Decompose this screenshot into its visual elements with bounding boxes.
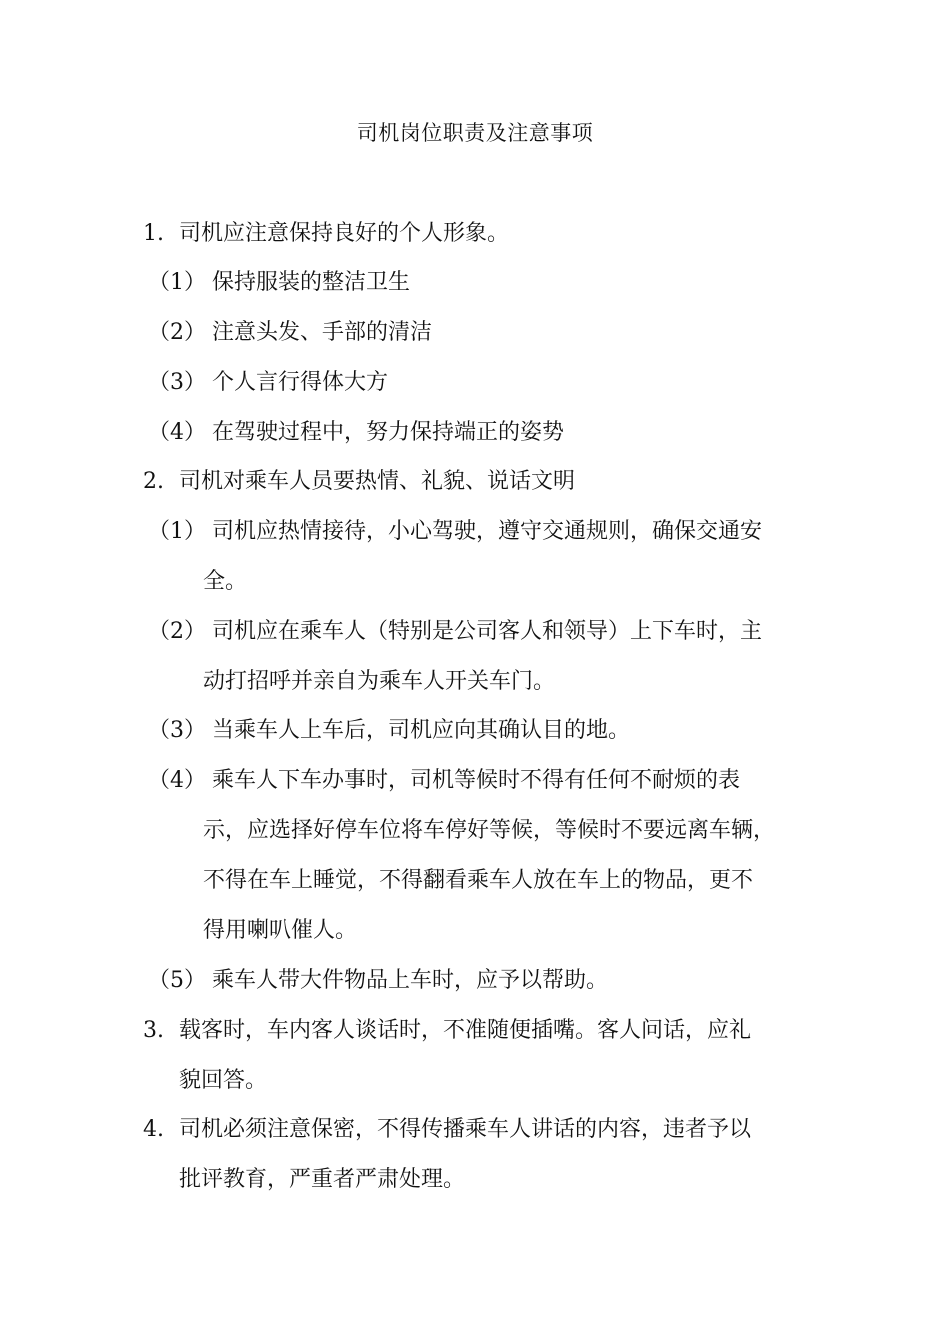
item-text: 当乘车人上车后，司机应向其确认目的地。 — [212, 718, 631, 743]
item-number: （2） — [148, 619, 206, 644]
item-text: 乘车人下车办事时，司机等候时不得有任何不耐烦的表 — [212, 768, 741, 793]
page-title: 司机岗位职责及注意事项 — [356, 121, 594, 145]
item-text-continuation: 得用喇叭催人。 — [203, 918, 358, 943]
item-number: （3） — [148, 718, 206, 743]
section-number: 4. — [143, 1117, 164, 1142]
section-text: 载客时，车内客人谈话时，不准随便插嘴。客人问话，应礼 — [179, 1018, 752, 1043]
item-text-continuation: 全。 — [203, 569, 248, 594]
section-text: 司机应注意保持良好的个人形象。 — [179, 221, 510, 246]
item-text: 注意头发、手部的清洁 — [212, 320, 433, 345]
section-heading — [143, 219, 510, 249]
item-number: （3） — [148, 370, 206, 395]
section-text: 司机必须注意保密，不得传播乘车人讲话的内容，违者予以 — [179, 1117, 752, 1142]
section-text-continuation: 貌回答。 — [179, 1068, 268, 1093]
item-number: （5） — [148, 968, 206, 993]
item-text: 在驾驶过程中，努力保持端正的姿势 — [212, 420, 565, 445]
section-text: 司机对乘车人员要热情、礼貌、说话文明 — [179, 469, 576, 494]
item-text: 司机应热情接待，小心驾驶，遵守交通规则，确保交通安 — [212, 519, 763, 544]
item-number: （4） — [148, 420, 206, 445]
section-heading — [143, 467, 576, 497]
item-text: 保持服装的整洁卫生 — [212, 270, 411, 295]
item-text-continuation: 动打招呼并亲自为乘车人开关车门。 — [203, 669, 556, 694]
item-text: 司机应在乘车人（特别是公司客人和领导）上下车时，主 — [212, 619, 763, 644]
section-number: 3. — [143, 1018, 164, 1043]
item-number: （2） — [148, 320, 206, 345]
section-number: 2. — [143, 469, 164, 494]
section-heading — [143, 1115, 752, 1145]
item-text: 乘车人带大件物品上车时，应予以帮助。 — [212, 968, 609, 993]
item-number: （4） — [148, 768, 206, 793]
item-text-continuation: 示，应选择好停车位将车停好等候，等候时不要远离车辆， — [203, 818, 776, 843]
section-heading — [143, 1016, 752, 1046]
item-number: （1） — [148, 270, 206, 295]
section-text-continuation: 批评教育，严重者严肃处理。 — [179, 1167, 466, 1192]
item-number: （1） — [148, 519, 206, 544]
section-number: 1. — [143, 221, 164, 246]
item-text-continuation: 不得在车上睡觉，不得翻看乘车人放在车上的物品，更不 — [203, 868, 754, 893]
item-text: 个人言行得体大方 — [212, 370, 389, 395]
